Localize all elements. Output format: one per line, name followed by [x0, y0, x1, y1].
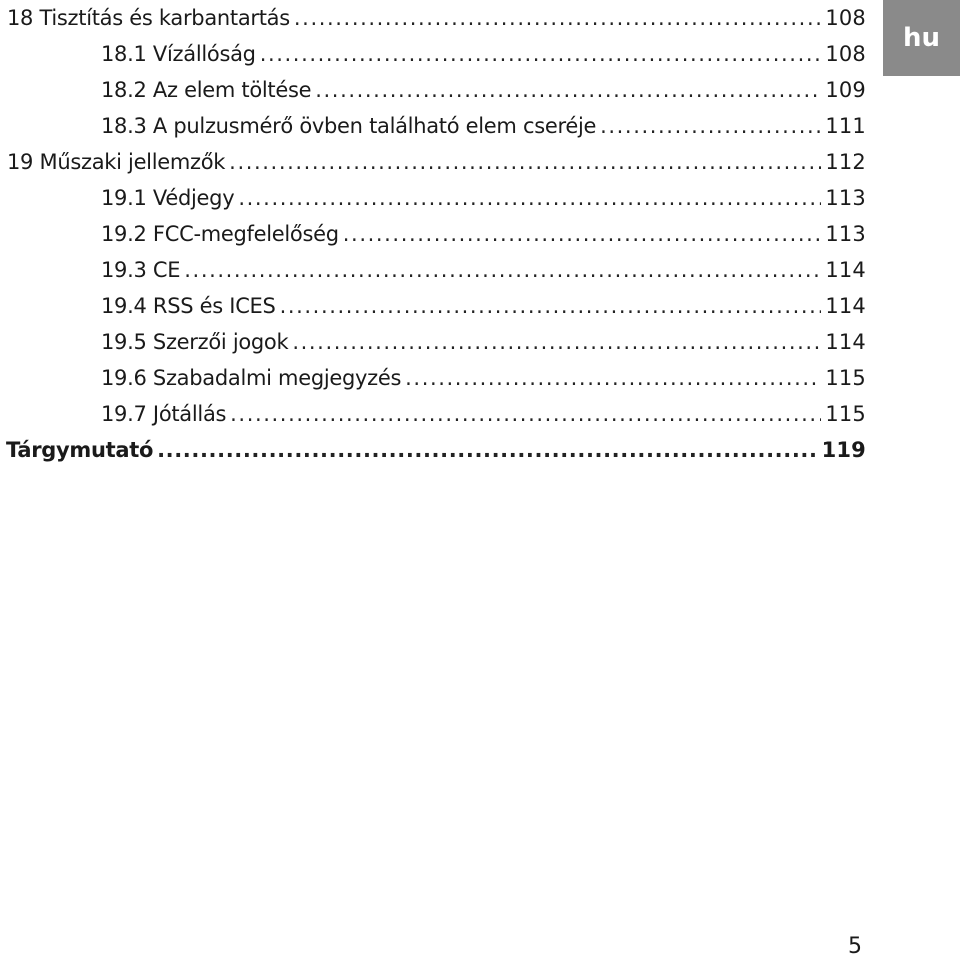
toc-entry-page: 114 — [825, 330, 866, 354]
toc-dot-leader — [238, 180, 821, 216]
toc-dot-leader — [230, 396, 821, 432]
toc-entry-title: 18 Tisztítás és karbantartás — [7, 6, 290, 30]
toc-entry-page: 108 — [825, 6, 866, 30]
toc-entry-19-7[interactable] — [0, 396, 866, 432]
toc-entry-page: 113 — [825, 186, 866, 210]
toc-entry-page: 115 — [825, 366, 866, 390]
toc-entry-18-1[interactable] — [0, 36, 866, 72]
toc-entry-page: 114 — [825, 258, 866, 282]
toc-dot-leader — [600, 108, 821, 144]
toc-dot-leader — [405, 360, 821, 396]
toc-entry-page: 108 — [825, 42, 866, 66]
page-number: 5 — [848, 934, 862, 959]
toc-entry-title: 18.1 Vízállóság — [101, 42, 256, 66]
toc-entry-19[interactable] — [0, 144, 866, 180]
toc-dot-leader — [343, 216, 822, 252]
toc-entry-title: 19 Műszaki jellemzők — [7, 150, 226, 174]
toc-entry-title: 18.2 Az elem töltése — [101, 78, 312, 102]
toc-dot-leader — [260, 36, 822, 72]
toc-dot-leader — [292, 324, 821, 360]
toc-entry-title: 19.4 RSS és ICES — [101, 294, 276, 318]
toc-entry-page: 109 — [825, 78, 866, 102]
toc-entry-18-2[interactable] — [0, 72, 866, 108]
toc-entry-page: 114 — [825, 294, 866, 318]
toc-entry-title: 18.3 A pulzusmérő övben található elem cseréje — [101, 114, 597, 138]
toc-entry-page: 119 — [821, 438, 866, 462]
toc-entry-page: 113 — [825, 222, 866, 246]
toc-entry-19-2[interactable] — [0, 216, 866, 252]
toc-entry-page: 112 — [825, 150, 866, 174]
toc-entry-title: 19.1 Védjegy — [101, 186, 235, 210]
toc-entry-18-3[interactable] — [0, 108, 866, 144]
toc-entry-title: 19.5 Szerzői jogok — [101, 330, 289, 354]
toc-entry-19-5[interactable] — [0, 324, 866, 360]
toc-dot-leader — [315, 72, 821, 108]
toc-entry-index[interactable] — [0, 432, 866, 468]
toc-entry-title: Tárgymutató — [6, 438, 154, 462]
toc-entry-page: 111 — [825, 114, 866, 138]
toc-entry-page: 115 — [825, 402, 866, 426]
toc-entry-title: 19.7 Jótállás — [101, 402, 227, 426]
toc-dot-leader — [280, 288, 822, 324]
toc-dot-leader — [229, 144, 821, 180]
language-tab — [883, 0, 960, 76]
toc-entry-19-4[interactable] — [0, 288, 866, 324]
toc-entry-19-1[interactable] — [0, 180, 866, 216]
toc-dot-leader — [294, 0, 821, 36]
toc-entry-title: 19.2 FCC-megfelelőség — [101, 222, 339, 246]
toc-dot-leader — [157, 432, 817, 468]
toc-entry-title: 19.6 Szabadalmi megjegyzés — [101, 366, 402, 390]
toc-entry-18[interactable] — [0, 0, 866, 36]
toc-entry-title: 19.3 CE — [101, 258, 181, 282]
toc-entry-19-6[interactable] — [0, 360, 866, 396]
language-tab-label: hu — [902, 23, 941, 53]
toc-dot-leader — [184, 252, 821, 288]
toc-entry-19-3[interactable] — [0, 252, 866, 288]
